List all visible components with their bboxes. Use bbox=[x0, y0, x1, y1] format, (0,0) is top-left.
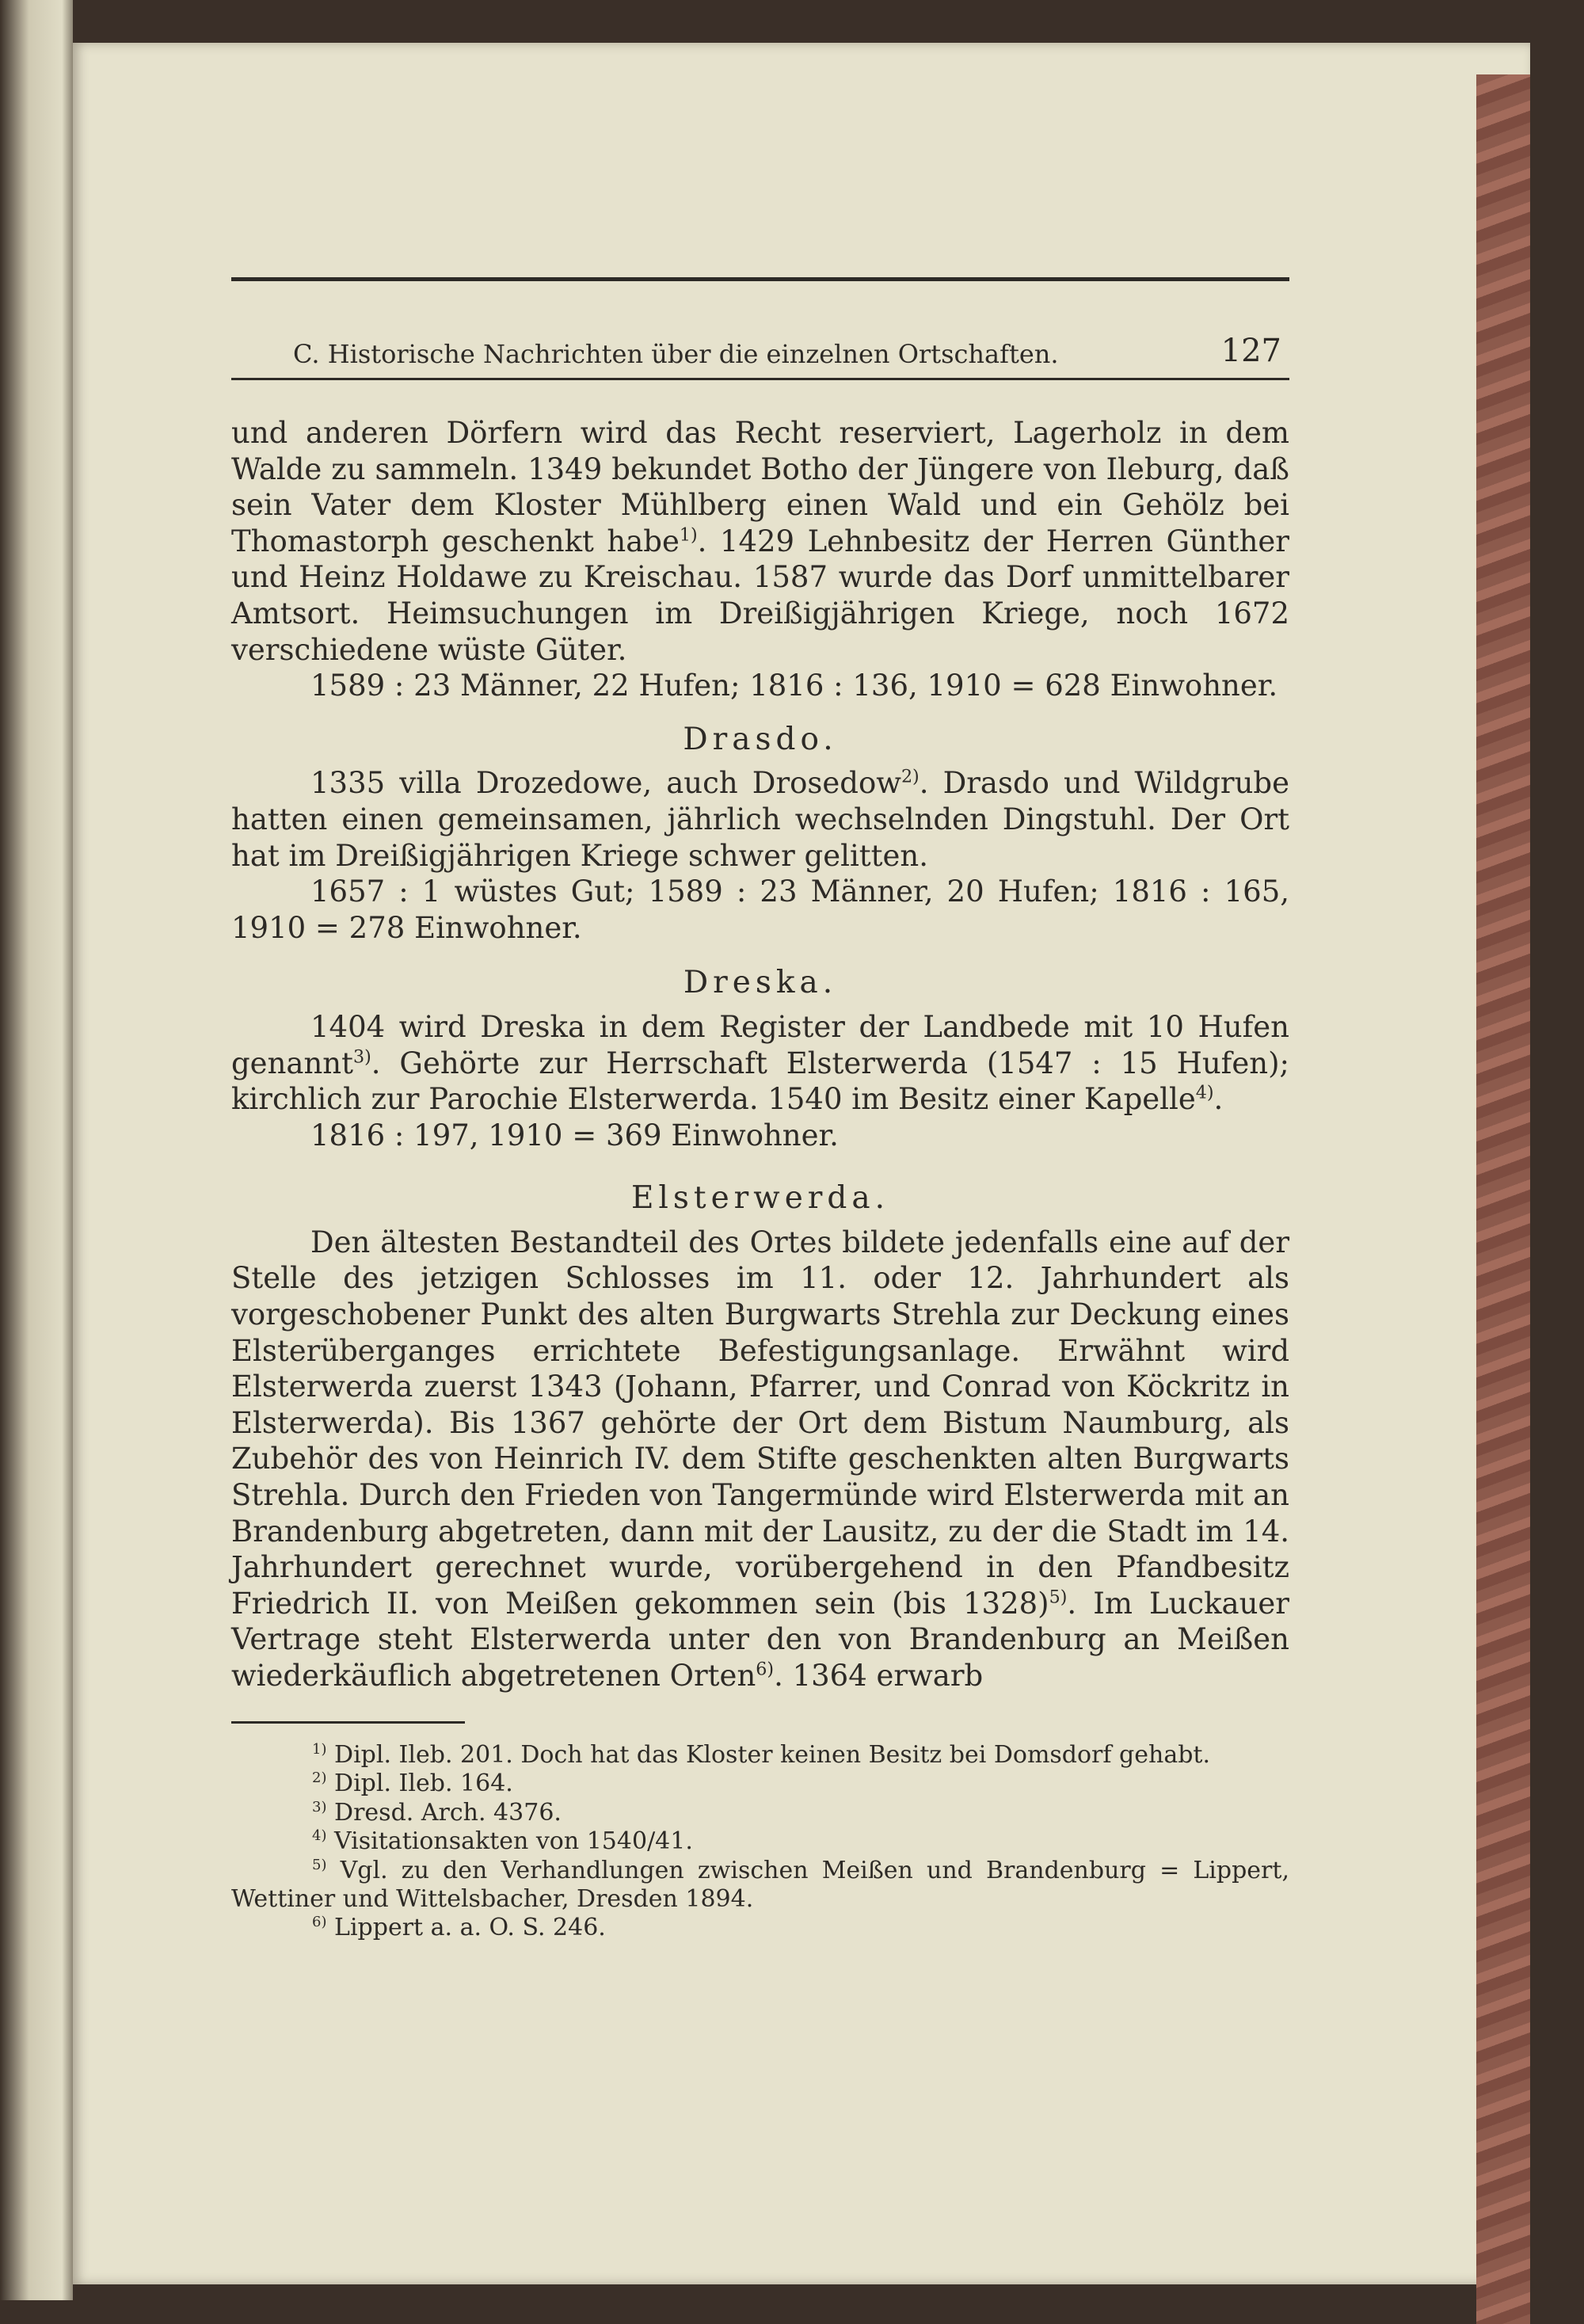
intro-paragraph: und anderen Dörfern wird das Recht reserviert, Lagerholz in dem Walde zu sammeln. 1349 bekundet Botho der Jüngere von Ileburg, daß sein Vater dem Kloster Mühlberg einen Wald und ein Gehölz bei Thomastorph geschenkt habe$^{1)}$. 1429 Lehnbesitz der Herren Günther und Heinz Holdawe zu Kreischau. 1587 wurde das Dorf unmittelbarer Amtsort. Heimsuchungen im Dreißigjährigen Kriege, noch 1672 verschiedene wüste Güter. bbox=[231, 416, 1289, 667]
page-stack-edge bbox=[1476, 74, 1530, 2324]
header-rule-bottom bbox=[231, 378, 1289, 380]
footnote-5: $^{5)}$ Vgl. zu den Verhandlungen zwischen Meißen und Brandenburg = Lippert, Wettiner und Wittelsbacher, Dresden 1894. bbox=[231, 1856, 1289, 1914]
drasdo-paragraph: 1335 villa Drozedowe, auch Drosedow$^{2)}$. Drasdo und Wildgrube hatten einen gemeinsamen, jährlich wechselnden Dingstuhl. Der Ort hat im Dreißigjährigen Kriege schwer gelitten. bbox=[231, 766, 1290, 873]
footnote-ref[interactable]: 3) bbox=[353, 1046, 371, 1068]
footnotes bbox=[231, 1741, 1289, 1943]
footnote-4: $^{4)}$ Visitationsakten von 1540/41. bbox=[312, 1827, 693, 1856]
section-heading-elsterwerda: Elsterwerda. bbox=[630, 1180, 890, 1217]
dreska-paragraph: 1404 wird Dreska in dem Register der Landbede mit 10 Hufen genannt$^{3)}$. Gehörte zur Herrschaft Elsterwerda (1547 : 15 Hufen); kirchlich zur Parochie Elsterwerda. 1540 im Besitz einer Kapelle$^{4)}$. bbox=[231, 1009, 1289, 1117]
footnote-ref[interactable]: 5) bbox=[1049, 1587, 1068, 1608]
page-number: 127 bbox=[1220, 333, 1281, 369]
footnote-ref[interactable]: 1) bbox=[679, 524, 698, 546]
header-title: C. Historische Nachrichten über die einzelnen Ortschaften. bbox=[293, 339, 1059, 369]
section-heading-dreska: Dreska. bbox=[683, 965, 838, 1001]
footnote-separator bbox=[231, 1721, 465, 1724]
footnote-ref[interactable]: 6) bbox=[756, 1659, 775, 1680]
intro-stats: 1589 : 23 Männer, 22 Hufen; 1816 : 136, 1910 = 628 Einwohner. bbox=[310, 669, 1278, 703]
footnote-ref[interactable]: 2) bbox=[901, 767, 920, 788]
footnote-1: $^{1)}$ Dipl. Ileb. 201. Doch hat das Kloster keinen Besitz bei Domsdorf gehabt. bbox=[312, 1741, 1211, 1769]
elsterwerda-paragraph: Den ältesten Bestandteil des Ortes bildete jedenfalls eine auf der Stelle des jetzigen Schlosses im 11. oder 12. Jahrhundert als vorgeschobener Punkt des alten Burgwarts Strehla zur Deckung eines Elsterüberganges errichtete Befestigungsanlage. Erwähnt wird Elsterwerda zuerst 1343 (Johann, Pfarrer, und Conrad von Köckritz in Elsterwerda). Bis 1367 gehörte der Ort dem Bistum Naumburg, als Zubehör des von Heinrich IV. dem Stifte geschenkten alten Burgwarts Strehla. Durch den Frieden von Tangermünde wird Elsterwerda mit an Brandenburg abgetreten, dann mit der Lausitz, zu der die Stadt im 14. Jahrhundert gerechnet wurde, vorübergehend in den Pfandbesitz Friedrich II. von Meißen gekommen sein (bis 1328)$^{5)}$. Im Luckauer Vertrage steht Elsterwerda unter den von Brandenburg an Meißen wiederkäuflich abgetretenen Orten$^{6)}$. 1364 erwarb bbox=[231, 1225, 1289, 1693]
left-page-edge bbox=[0, 0, 73, 2300]
footnote-6: $^{6)}$ Lippert a. a. O. S. 246. bbox=[312, 1914, 606, 1942]
footnote-ref[interactable]: 4) bbox=[1195, 1082, 1214, 1103]
dreska-stats: 1816 : 197, 1910 = 369 Einwohner. bbox=[310, 1118, 839, 1152]
header-rule-top bbox=[231, 277, 1289, 281]
footnote-3: $^{3)}$ Dresd. Arch. 4376. bbox=[312, 1798, 562, 1827]
running-header bbox=[231, 333, 1289, 372]
book-page bbox=[73, 43, 1530, 2284]
body-text bbox=[231, 415, 1289, 1694]
drasdo-stats: 1657 : 1 wüstes Gut; 1589 : 23 Männer, 20 Hufen; 1816 : 165, 1910 = 278 Einwohner. bbox=[231, 874, 1289, 945]
section-heading-drasdo: Drasdo. bbox=[683, 721, 838, 757]
footnote-2: $^{2)}$ Dipl. Ileb. 164. bbox=[312, 1770, 513, 1798]
